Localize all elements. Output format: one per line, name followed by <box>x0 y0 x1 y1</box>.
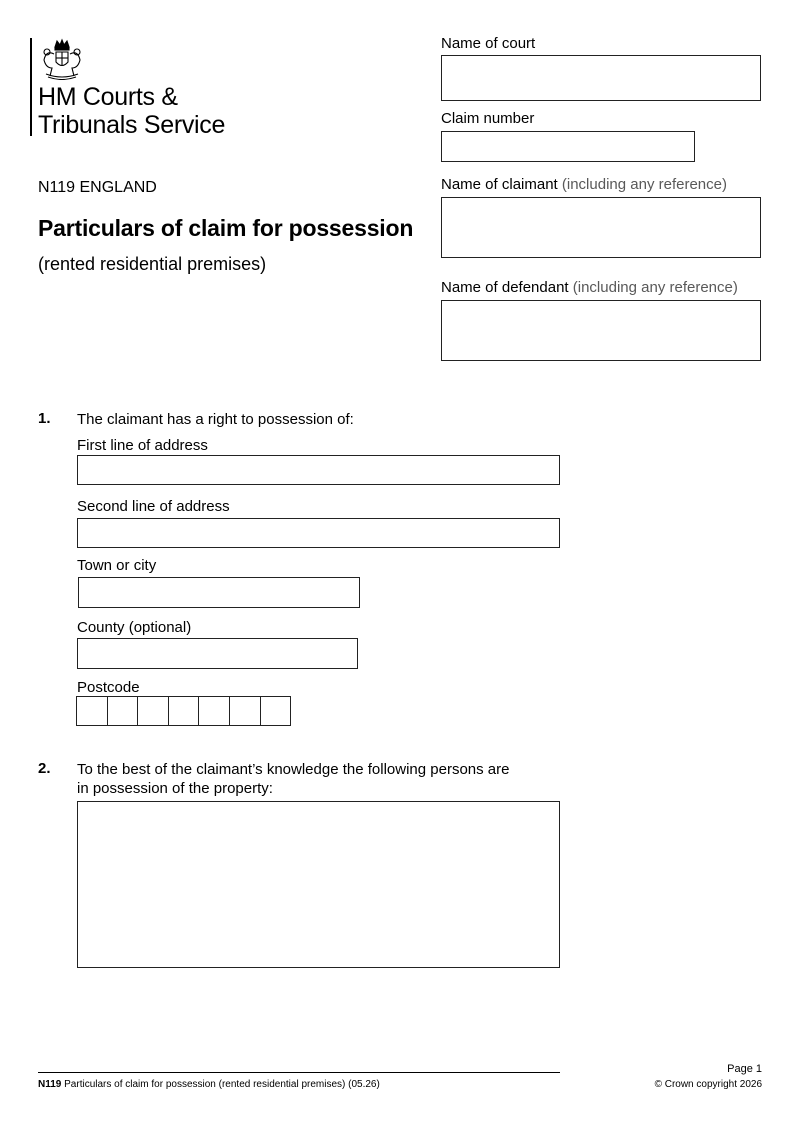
postcode-cell-4[interactable] <box>168 696 199 726</box>
question-2-text-line-1: To the best of the claimant’s knowledge the following persons are <box>77 761 510 778</box>
page-title: Particulars of claim for possession <box>38 215 414 241</box>
page-subtitle: (rented residential premises) <box>38 254 267 274</box>
footer-divider <box>38 1072 560 1073</box>
postcode-cell-1[interactable] <box>76 696 108 726</box>
postcode-cell-6[interactable] <box>229 696 261 726</box>
defendant-label-text: Name of defendant <box>441 279 569 296</box>
postcode-cell-2[interactable] <box>107 696 138 726</box>
royal-crest-icon <box>38 38 86 80</box>
claimant-hint: (including any reference) <box>561 176 727 193</box>
question-2-text <box>77 760 509 798</box>
postcode-cell-3[interactable] <box>137 696 169 726</box>
question-2-text-line-2: in possession of the property: <box>77 780 273 797</box>
question-1-number: 1. <box>38 410 51 427</box>
defendant-name-field[interactable] <box>441 300 761 361</box>
postcode-cell-7[interactable] <box>260 696 291 726</box>
logo-divider <box>30 38 32 136</box>
town-label: Town or city <box>77 557 157 574</box>
town-field[interactable] <box>78 577 360 608</box>
copyright-notice: © Crown copyright 2026 <box>654 1079 762 1090</box>
page-number: Page 1 <box>727 1063 762 1075</box>
footer-form-title: Particulars of claim for possession (rented residential premises) (05.26) <box>64 1079 380 1090</box>
claim-number-label: Claim number <box>441 110 535 127</box>
defendant-label <box>441 279 738 296</box>
county-field[interactable] <box>77 638 358 669</box>
footer-form-info <box>38 1079 380 1090</box>
address-line-2-label: Second line of address <box>77 498 230 515</box>
form-code: N119 ENGLAND <box>38 179 157 196</box>
address-line-1-field[interactable] <box>77 455 560 485</box>
question-2-number: 2. <box>38 760 51 777</box>
defendant-hint: (including any reference) <box>572 279 738 296</box>
claimant-label <box>441 176 727 193</box>
court-label: Name of court <box>441 35 536 52</box>
claimant-name-field[interactable] <box>441 197 761 258</box>
persons-in-possession-field[interactable] <box>77 801 560 968</box>
brand-line-1: HM Courts & <box>38 83 178 111</box>
postcode-cell-5[interactable] <box>198 696 230 726</box>
county-label: County (optional) <box>77 619 192 636</box>
question-1-text: The claimant has a right to possession of: <box>77 411 354 428</box>
court-name-field[interactable] <box>441 55 761 101</box>
brand-line-2: Tribunals Service <box>38 111 226 139</box>
address-line-2-field[interactable] <box>77 518 560 548</box>
claimant-label-text: Name of claimant <box>441 176 558 193</box>
address-line-1-label: First line of address <box>77 437 208 454</box>
footer-form-code: N119 <box>38 1079 62 1090</box>
postcode-label: Postcode <box>77 679 140 696</box>
brand-name <box>38 83 225 139</box>
claim-number-field[interactable] <box>441 131 695 162</box>
